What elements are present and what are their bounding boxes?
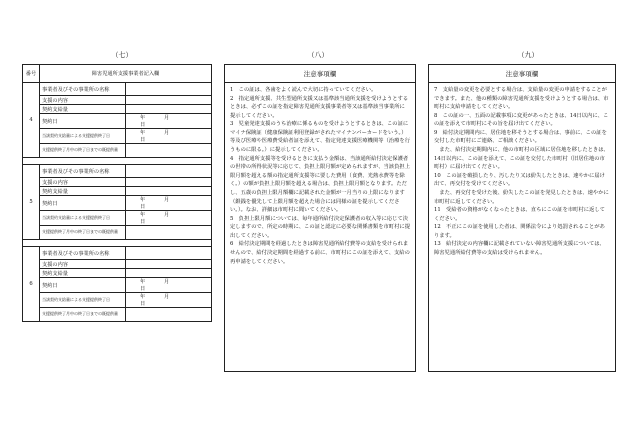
entry-field-label: 当該契約支給量による支援提供終了日 bbox=[40, 211, 126, 226]
entry-field-label: 支援の内容 bbox=[40, 260, 126, 269]
note-paragraph: 12 不正にこの証を使用した者は、関係法令により処罰されることがあります。 bbox=[434, 224, 605, 239]
date-part-label: 月 bbox=[164, 212, 170, 218]
col-number-header: 番号 bbox=[23, 65, 40, 83]
entry-field-value[interactable] bbox=[126, 178, 212, 187]
entry-field-value[interactable] bbox=[126, 269, 212, 278]
date-part-label: 年 bbox=[140, 197, 146, 203]
page-number-8: （八） bbox=[307, 51, 329, 59]
entry-row bbox=[23, 144, 212, 158]
note-paragraph: 13 給付決定の内容欄に記載されていない障害児通所支援については、障害児通所給付費等の支給は受けられません。 bbox=[434, 241, 605, 256]
note-paragraph: 5 負担上限月額については、毎年通所給付決定保護者の収入等に応じて決定しますので、所定の時期に、この証と認定に必要な関係書類を市町村に提出してください。 bbox=[230, 215, 410, 239]
note-paragraph: 4 指定通所支援等を受けるときに支払う金額は、当該通所給付決定保護者の世帯の所得状況等に応じて、負担上限月額が定められますが、当該負担上限月額を超える額の指定通所支援等に要した費用（食費、光熱水費等を除く。）の額が負担上限月額を超える場合は、負担上限月額となります。ただし、五歳の負担上限月額欄に記載された金額が一月当りの上限になります（銀銭を優先して上限月額を超えた場合には同様の証を提示してください。）。なお、詳細は市町村に聞いてください。 bbox=[230, 155, 410, 214]
provider-entry-panel bbox=[22, 64, 212, 367]
entry-field-value[interactable] bbox=[126, 114, 212, 129]
notes-panel-9-title: 注意事項欄 bbox=[429, 65, 615, 83]
date-part-label: 日 bbox=[140, 137, 146, 143]
entry-row bbox=[23, 114, 212, 129]
date-part-label: 日 bbox=[140, 286, 146, 292]
entry-row bbox=[23, 293, 212, 308]
entry-field-label: 契約日 bbox=[40, 278, 126, 293]
note-paragraph: 3 児童発達支援のうち治療に係るものを受けようとするときは、この証にマイナ保険証（健康保険証利用登録がされたマイナンバーカードをいう。）等及び医療や医療費受給者証を添えて、指定発達支援医療機関等（治療を行うものに限る。）に提示してください。 bbox=[230, 121, 410, 154]
entry-field-value[interactable] bbox=[126, 144, 212, 158]
entry-number: 6 bbox=[23, 247, 40, 322]
entry-field-label: 契約日 bbox=[40, 114, 126, 129]
note-paragraph: 10 この証を破損したり、汚したり又は紛失したときは、速やかに届け出て、再交付を受けてください。 bbox=[434, 172, 605, 188]
notes-panel-9-body bbox=[429, 83, 615, 261]
entry-field-value[interactable] bbox=[126, 129, 212, 144]
date-part-label: 日 bbox=[140, 219, 146, 225]
notes-panel-8-body bbox=[225, 83, 415, 269]
note-paragraph: 1 この証は、各歯をよく読んで大切に持っていてください。 bbox=[230, 87, 377, 93]
entry-field-value[interactable] bbox=[126, 260, 212, 269]
entry-field-value[interactable] bbox=[126, 83, 212, 96]
note-paragraph: 9 給付決定期間内に、居住地を移そうとする場合は、事前に、この証を交付した市町村にご連絡、ご相談ください。 bbox=[434, 129, 607, 145]
entry-field-label: 契約支給量 bbox=[40, 269, 126, 278]
entry-field-label: 支援の内容 bbox=[40, 178, 126, 187]
entry-row bbox=[23, 247, 212, 260]
entry-row bbox=[23, 178, 212, 187]
entry-field-value[interactable] bbox=[126, 187, 212, 196]
entry-field-label: 支援提供終了月中の終了日までの既提供量 bbox=[40, 144, 126, 158]
entry-row bbox=[23, 165, 212, 178]
entry-number: 5 bbox=[23, 165, 40, 240]
notes-panel-9 bbox=[428, 64, 616, 372]
note-paragraph: 2 指定通所支援、共生型通所支援又は基準該当通所支援を受けようとするときは、必ずこの証を指定障害児通所支援事業者等又は基準該当事業所に提示してください。 bbox=[230, 95, 409, 119]
entry-field-value[interactable] bbox=[126, 293, 212, 308]
notes-panel-8 bbox=[224, 64, 416, 372]
entry-field-value[interactable] bbox=[126, 226, 212, 240]
entry-field-label: 事業者及びその事業所の名称 bbox=[40, 83, 126, 96]
entry-field-value[interactable] bbox=[126, 278, 212, 293]
page-number-7: （七） bbox=[111, 51, 133, 59]
entry-field-label: 当該契約支給量による支援提供終了日 bbox=[40, 129, 126, 144]
date-part-label: 年 bbox=[140, 294, 146, 300]
entry-field-label: 支援提供終了月中の終了日までの既提供量 bbox=[40, 308, 126, 322]
note-paragraph: また、給付決定期間内に、他の市町村の区域に居住地を移したときは、14日以内に、この証を添えて、この証を交付した市町村（旧居住地の市町村）に届け出てください。 bbox=[434, 147, 609, 171]
date-part-label: 月 bbox=[164, 197, 170, 203]
entry-field-label: 当該契約支給量による支援提供終了日 bbox=[40, 293, 126, 308]
entry-row bbox=[23, 83, 212, 96]
entry-row bbox=[23, 308, 212, 322]
date-part-label: 年 bbox=[140, 212, 146, 218]
date-part-label: 年 bbox=[140, 130, 146, 136]
date-part-label: 月 bbox=[164, 130, 170, 136]
col-title-header: 障害児通所支援事業者記入欄 bbox=[40, 65, 212, 83]
notes-panel-8-title: 注意事項欄 bbox=[225, 65, 415, 83]
entry-row bbox=[23, 105, 212, 114]
entry-field-value[interactable] bbox=[126, 196, 212, 211]
date-part-label: 月 bbox=[164, 279, 170, 285]
entry-field-label: 契約日 bbox=[40, 196, 126, 211]
entry-field-value[interactable] bbox=[126, 105, 212, 114]
entry-row bbox=[23, 196, 212, 211]
date-part-label: 月 bbox=[164, 294, 170, 300]
entry-row bbox=[23, 187, 212, 196]
entry-field-label: 事業者及びその事業所の名称 bbox=[40, 165, 126, 178]
date-part-label: 日 bbox=[140, 301, 146, 307]
entry-row bbox=[23, 269, 212, 278]
date-part-label: 年 bbox=[140, 115, 146, 121]
page-number-9: （九） bbox=[517, 51, 539, 59]
entry-field-value[interactable] bbox=[126, 211, 212, 226]
entry-field-label: 契約支給量 bbox=[40, 187, 126, 196]
entry-row bbox=[23, 211, 212, 226]
entry-number: 4 bbox=[23, 83, 40, 158]
entry-field-label: 支援提供終了月中の終了日までの既提供量 bbox=[40, 226, 126, 240]
entry-row bbox=[23, 226, 212, 240]
note-paragraph: また、再交付を受けた後、紛失したこの証を発見したときは、速やかに市町村に返してください。 bbox=[434, 189, 609, 205]
entry-field-value[interactable] bbox=[126, 247, 212, 260]
note-paragraph: 11 受給者の資格がなくなったときは、直ちにこの証を市町村に返してください。 bbox=[434, 207, 605, 222]
entry-row bbox=[23, 96, 212, 105]
entry-row bbox=[23, 260, 212, 269]
entry-field-label: 契約支給量 bbox=[40, 105, 126, 114]
date-part-label: 日 bbox=[140, 204, 146, 210]
note-paragraph: 8 この証の一、五面の記載事項に変更があったときは、14日以内に、この証を添えて市町村にその旨を届け出てください。 bbox=[434, 112, 609, 128]
entry-field-value[interactable] bbox=[126, 165, 212, 178]
date-part-label: 日 bbox=[140, 122, 146, 128]
date-part-label: 年 bbox=[140, 279, 146, 285]
provider-entry-table bbox=[22, 64, 212, 322]
entry-field-label: 事業者及びその事業所の名称 bbox=[40, 247, 126, 260]
entry-row bbox=[23, 278, 212, 293]
entry-field-label: 支援の内容 bbox=[40, 96, 126, 105]
note-paragraph: 6 給付決定期間を経過したときは障害児通所給付費等の支給を受けられませんので、給付決定期間を経過する前に、市町村にこの証を添えて、支給の再申請をしてください。 bbox=[230, 241, 410, 265]
entry-row bbox=[23, 129, 212, 144]
date-part-label: 月 bbox=[164, 115, 170, 121]
entry-field-value[interactable] bbox=[126, 308, 212, 322]
note-paragraph: 7 支給量の変更を必要とする場合は、支給量の変更の申請をすることができます。また、他の種類の障害児通所支援を受けようとする場合は、市町村に支給申請をしてください。 bbox=[434, 87, 609, 111]
entry-field-value[interactable] bbox=[126, 96, 212, 105]
